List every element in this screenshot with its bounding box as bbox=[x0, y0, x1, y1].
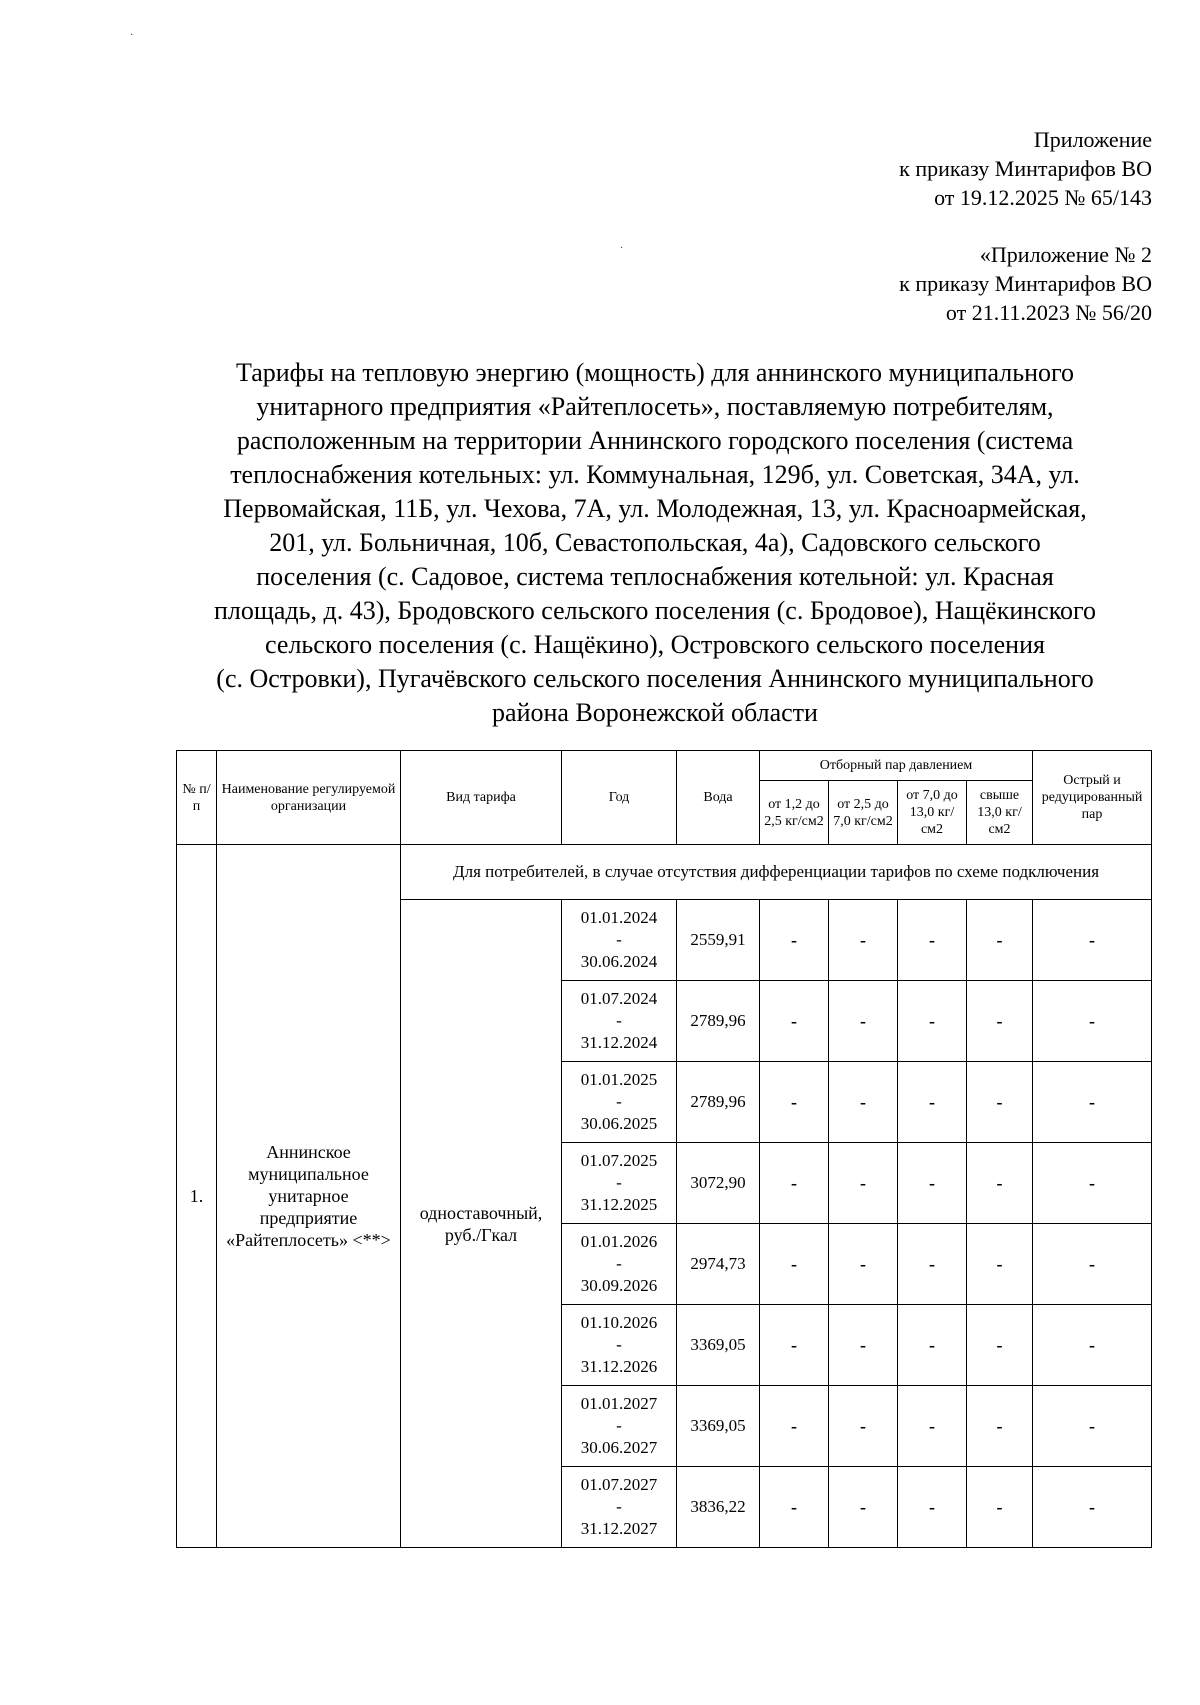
period-cell bbox=[562, 1467, 677, 1548]
empty-tariff-cell: - bbox=[760, 1305, 829, 1386]
empty-tariff-cell: - bbox=[1033, 900, 1152, 981]
water-tariff: 2789,96 bbox=[677, 1062, 760, 1143]
title-line: Тарифы на тепловую энергию (мощность) для аннинского муниципального bbox=[235, 358, 1075, 387]
period-from: 01.01.2025 bbox=[580, 1070, 658, 1089]
period-from: 01.07.2025 bbox=[580, 1151, 658, 1170]
header-steam-group: Отборный пар давлением bbox=[760, 751, 1033, 781]
title-line: 201, ул. Больничная, 10б, Севастопольская, 4а), Садовского сельского bbox=[269, 528, 1041, 557]
period-to: 30.06.2024 bbox=[580, 952, 658, 971]
period-to: 30.06.2027 bbox=[580, 1438, 658, 1457]
period-to: 30.06.2025 bbox=[580, 1114, 658, 1133]
appendix-line: от 19.12.2025 № 65/143 bbox=[934, 185, 1152, 210]
water-tariff: 2559,91 bbox=[677, 900, 760, 981]
water-tariff: 3369,05 bbox=[677, 1386, 760, 1467]
period-to: 31.12.2024 bbox=[580, 1033, 658, 1052]
empty-tariff-cell: - bbox=[1033, 1467, 1152, 1548]
period-sep: - bbox=[616, 1416, 622, 1435]
empty-tariff-cell: - bbox=[967, 1224, 1033, 1305]
period-cell bbox=[562, 1143, 677, 1224]
period-from: 01.01.2024 bbox=[580, 908, 658, 927]
empty-tariff-cell: - bbox=[898, 1305, 967, 1386]
water-tariff: 3836,22 bbox=[677, 1467, 760, 1548]
period-cell bbox=[562, 1386, 677, 1467]
appendix2-line: к приказу Минтарифов ВО bbox=[899, 271, 1152, 296]
title-line: (с. Островки), Пугачёвского сельского поселения Аннинского муниципального bbox=[216, 664, 1094, 693]
title-line: поселения (с. Садовое, система теплоснабжения котельной: ул. Красная bbox=[256, 562, 1054, 591]
period-from: 01.01.2027 bbox=[580, 1394, 658, 1413]
empty-tariff-cell: - bbox=[829, 1143, 898, 1224]
period-sep: - bbox=[616, 1335, 622, 1354]
empty-tariff-cell: - bbox=[898, 900, 967, 981]
document-title bbox=[160, 356, 1150, 730]
empty-tariff-cell: - bbox=[760, 1386, 829, 1467]
empty-tariff-cell: - bbox=[898, 1386, 967, 1467]
empty-tariff-cell: - bbox=[760, 1467, 829, 1548]
empty-tariff-cell: - bbox=[829, 1062, 898, 1143]
water-tariff: 3072,90 bbox=[677, 1143, 760, 1224]
period-sep: - bbox=[616, 930, 622, 949]
subheader-row bbox=[177, 845, 1152, 900]
header-tariff-type: Вид тарифа bbox=[401, 751, 562, 845]
period-from: 01.07.2024 bbox=[580, 989, 658, 1008]
appendix-header bbox=[899, 125, 1152, 212]
empty-tariff-cell: - bbox=[829, 1305, 898, 1386]
period-to: 31.12.2026 bbox=[580, 1357, 658, 1376]
header-org: Наименование регулируемой организации bbox=[217, 751, 401, 845]
subheader-text: Для потребителей, в случае отсутствия дифференциации тарифов по схеме подключения bbox=[401, 845, 1152, 900]
title-line: сельского поселения (с. Нащёкино), Островского сельского поселения bbox=[265, 630, 1045, 659]
empty-tariff-cell: - bbox=[760, 1062, 829, 1143]
empty-tariff-cell: - bbox=[1033, 981, 1152, 1062]
empty-tariff-cell: - bbox=[1033, 1305, 1152, 1386]
empty-tariff-cell: - bbox=[829, 1224, 898, 1305]
title-line: Первомайская, 11Б, ул. Чехова, 7А, ул. Молодежная, 13, ул. Красноармейская, bbox=[223, 494, 1087, 523]
period-cell bbox=[562, 1062, 677, 1143]
header-pressure-3: от 7,0 до 13,0 кг/см2 bbox=[898, 781, 967, 845]
header-pressure-1: от 1,2 до 2,5 кг/см2 bbox=[760, 781, 829, 845]
header-pressure-4: свыше 13,0 кг/см2 bbox=[967, 781, 1033, 845]
period-sep: - bbox=[616, 1497, 622, 1516]
period-from: 01.07.2027 bbox=[580, 1475, 658, 1494]
empty-tariff-cell: - bbox=[967, 1305, 1033, 1386]
empty-tariff-cell: - bbox=[760, 981, 829, 1062]
period-sep: - bbox=[616, 1011, 622, 1030]
scan-artifact: · bbox=[620, 243, 624, 254]
period-to: 31.12.2027 bbox=[580, 1519, 658, 1538]
empty-tariff-cell: - bbox=[898, 1467, 967, 1548]
period-from: 01.01.2026 bbox=[580, 1232, 658, 1251]
empty-tariff-cell: - bbox=[967, 1386, 1033, 1467]
period-cell bbox=[562, 1305, 677, 1386]
title-line: расположенным на территории Аннинского городского поселения (система bbox=[236, 426, 1074, 455]
empty-tariff-cell: - bbox=[829, 900, 898, 981]
water-tariff: 3369,05 bbox=[677, 1305, 760, 1386]
tariff-table bbox=[176, 750, 1152, 1548]
title-line: унитарного предприятия «Райтеплосеть», поставляемую потребителям, bbox=[256, 392, 1054, 421]
period-cell bbox=[562, 1224, 677, 1305]
appendix2-line: от 21.11.2023 № 56/20 bbox=[945, 300, 1152, 325]
empty-tariff-cell: - bbox=[829, 981, 898, 1062]
empty-tariff-cell: - bbox=[898, 1224, 967, 1305]
scan-artifact: · bbox=[130, 30, 134, 41]
period-sep: - bbox=[616, 1254, 622, 1273]
empty-tariff-cell: - bbox=[1033, 1062, 1152, 1143]
tariff-type: одноставочный, руб./Гкал bbox=[401, 900, 562, 1548]
appendix2-line: «Приложение № 2 bbox=[979, 242, 1152, 267]
empty-tariff-cell: - bbox=[760, 1143, 829, 1224]
period-to: 30.09.2026 bbox=[580, 1276, 658, 1295]
water-tariff: 2974,73 bbox=[677, 1224, 760, 1305]
header-pressure-2: от 2,5 до 7,0 кг/см2 bbox=[829, 781, 898, 845]
appendix2-header bbox=[899, 240, 1152, 327]
empty-tariff-cell: - bbox=[829, 1467, 898, 1548]
period-sep: - bbox=[616, 1092, 622, 1111]
header-water: Вода bbox=[677, 751, 760, 845]
title-line: теплоснабжения котельных: ул. Коммунальная, 129б, ул. Советская, 34А, ул. bbox=[230, 460, 1080, 489]
title-line: района Воронежской области bbox=[492, 698, 818, 727]
empty-tariff-cell: - bbox=[760, 900, 829, 981]
period-from: 01.10.2026 bbox=[580, 1313, 658, 1332]
empty-tariff-cell: - bbox=[967, 1062, 1033, 1143]
header-year: Год bbox=[562, 751, 677, 845]
row-number: 1. bbox=[177, 845, 217, 1548]
empty-tariff-cell: - bbox=[1033, 1386, 1152, 1467]
empty-tariff-cell: - bbox=[967, 1143, 1033, 1224]
empty-tariff-cell: - bbox=[898, 1143, 967, 1224]
empty-tariff-cell: - bbox=[898, 1062, 967, 1143]
title-line: площадь, д. 43), Бродовского сельского поселения (с. Бродовое), Нащёкинского bbox=[213, 596, 1097, 625]
empty-tariff-cell: - bbox=[760, 1224, 829, 1305]
period-to: 31.12.2025 bbox=[580, 1195, 658, 1214]
appendix-line: к приказу Минтарифов ВО bbox=[899, 156, 1152, 181]
period-cell bbox=[562, 900, 677, 981]
water-tariff: 2789,96 bbox=[677, 981, 760, 1062]
header-row bbox=[177, 751, 1152, 781]
appendix-line: Приложение bbox=[1033, 127, 1152, 152]
empty-tariff-cell: - bbox=[967, 981, 1033, 1062]
empty-tariff-cell: - bbox=[1033, 1224, 1152, 1305]
period-sep: - bbox=[616, 1173, 622, 1192]
empty-tariff-cell: - bbox=[967, 900, 1033, 981]
period-cell bbox=[562, 981, 677, 1062]
empty-tariff-cell: - bbox=[898, 981, 967, 1062]
empty-tariff-cell: - bbox=[829, 1386, 898, 1467]
header-num: № п/п bbox=[177, 751, 217, 845]
empty-tariff-cell: - bbox=[967, 1467, 1033, 1548]
empty-tariff-cell: - bbox=[1033, 1143, 1152, 1224]
header-sharp-steam: Острый и редуцированный пар bbox=[1033, 751, 1152, 845]
organization-name: Аннинское муниципальное унитарное предприятие «Райтеплосеть» <**> bbox=[217, 845, 401, 1548]
